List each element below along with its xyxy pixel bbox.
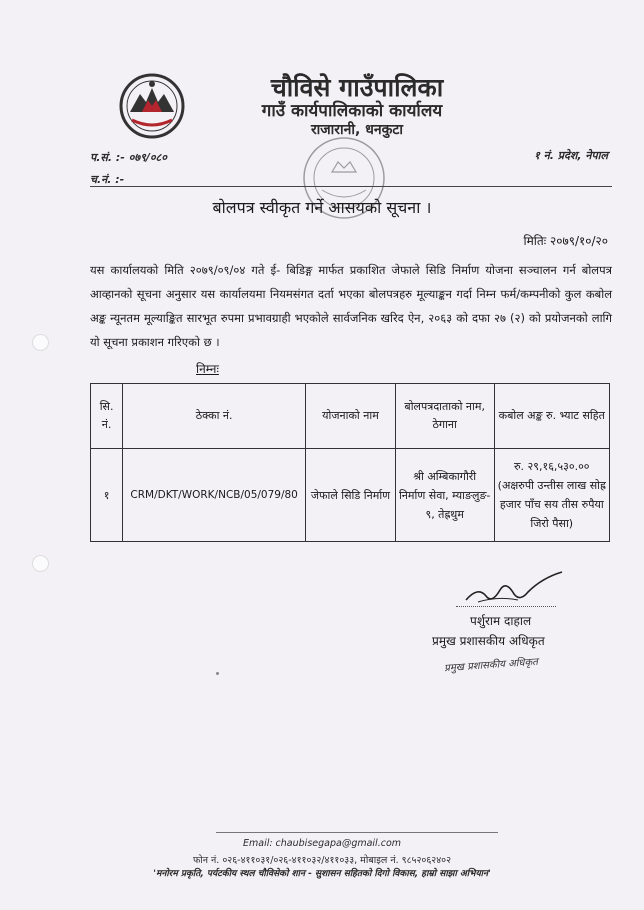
table-header-row	[91, 384, 610, 449]
header-bidder: बोलपत्रदाताको नाम, ठेगाना	[395, 384, 494, 449]
cell-sn: १	[91, 449, 123, 542]
signature-line	[456, 606, 556, 607]
footer-divider	[216, 832, 498, 833]
header-amount: कबोल अङ्क रु. भ्याट सहित	[494, 384, 609, 449]
punch-hole	[32, 555, 49, 572]
footer-email: Email: chaubisegapa@gmail.com	[242, 838, 402, 849]
dispatch-number: च.नं. :-	[90, 173, 125, 186]
list-label: निम्नः	[196, 362, 219, 376]
notice-date: मितिः २०७९/१०/२०	[523, 234, 608, 248]
notice-body: यस कार्यालयको मिति २०७९/०९/०४ गते ई- बिडिङ्ग मार्फत प्रकाशित जेफाले सिडि निर्माण योजना सञ्चालन गर्न बोलपत्र आव्हानको सूचना अनुसार यस कार्यालयमा नियमसंगत दर्ता भएका बोलपत्रहरु मूल्याङ्कन गर्दा निम्न फर्म/कम्पनीको कुल कबोल अङ्क न्यूनतम मूल्याङ्कित सारभूत रुपमा प्रभावग्राही भएकोले सार्वजनिक खरिद ऐन, २०६३ को दफा २७ (२) को प्रयोजनको लागि यो सूचना प्रकाशन गरिएको छ ।	[90, 263, 612, 349]
office-location: राजारानी, धनकुटा	[310, 122, 404, 138]
table-row	[91, 449, 610, 542]
header-project: योजनाको नाम	[306, 384, 396, 449]
punch-hole	[32, 334, 49, 351]
signatory-name: पर्शुराम दाहाल	[470, 614, 532, 628]
municipality-title: चौविसे गाउँपालिका	[270, 73, 444, 102]
amount-figure: रु. २९,१६,५३०.००	[513, 460, 590, 473]
signature-icon	[458, 566, 568, 610]
footer-slogan: 'मनोरम प्रकृति, पर्यटकीय स्थल चौविसेको शान - सुशासन सहितको दिगो विकास, हाम्रो साझा अभियान'	[153, 869, 491, 879]
cell-project: जेफाले सिडि निर्माण	[306, 449, 396, 542]
header-sn: सि. नं.	[91, 384, 123, 449]
office-title: गाउँ कार्यपालिकाको कार्यालय	[261, 101, 443, 121]
header-divider	[90, 186, 612, 187]
signatory-post: प्रमुख प्रशासकीय अधिकृत	[432, 634, 545, 648]
cell-bidder: श्री अम्बिकागौरी निर्माण सेवा, म्याङलुङ- ९, तेह्रथुम	[395, 449, 494, 542]
header-contract-no: ठेक्का नं.	[123, 384, 306, 449]
reference-number: प.सं. :- ०७९/०८०	[90, 151, 168, 164]
province-label: १ नं. प्रदेश, नेपाल	[534, 149, 608, 162]
footer-phone: फोन नं. ०२६-४११०३१/०२६-४११०३२/४११०३३, मोबाइल नं. ९८५२०६२४०२	[192, 855, 452, 866]
bid-table	[90, 383, 610, 542]
cell-amount	[494, 449, 609, 542]
amount-words: (अक्षरुपी उन्तीस लाख सोह्र हजार पाँच सय तीस रुपैया जिरो पैसा)	[497, 479, 606, 530]
speck	[216, 672, 219, 675]
cell-contract-no: CRM/DKT/WORK/NCB/05/079/80	[123, 449, 306, 542]
signatory-stamp: प्रमुख प्रशासकीय अधिकृत	[443, 656, 539, 675]
notice-title: बोलपत्र स्वीकृत गर्ने आसयको सूचना ।	[212, 198, 432, 217]
